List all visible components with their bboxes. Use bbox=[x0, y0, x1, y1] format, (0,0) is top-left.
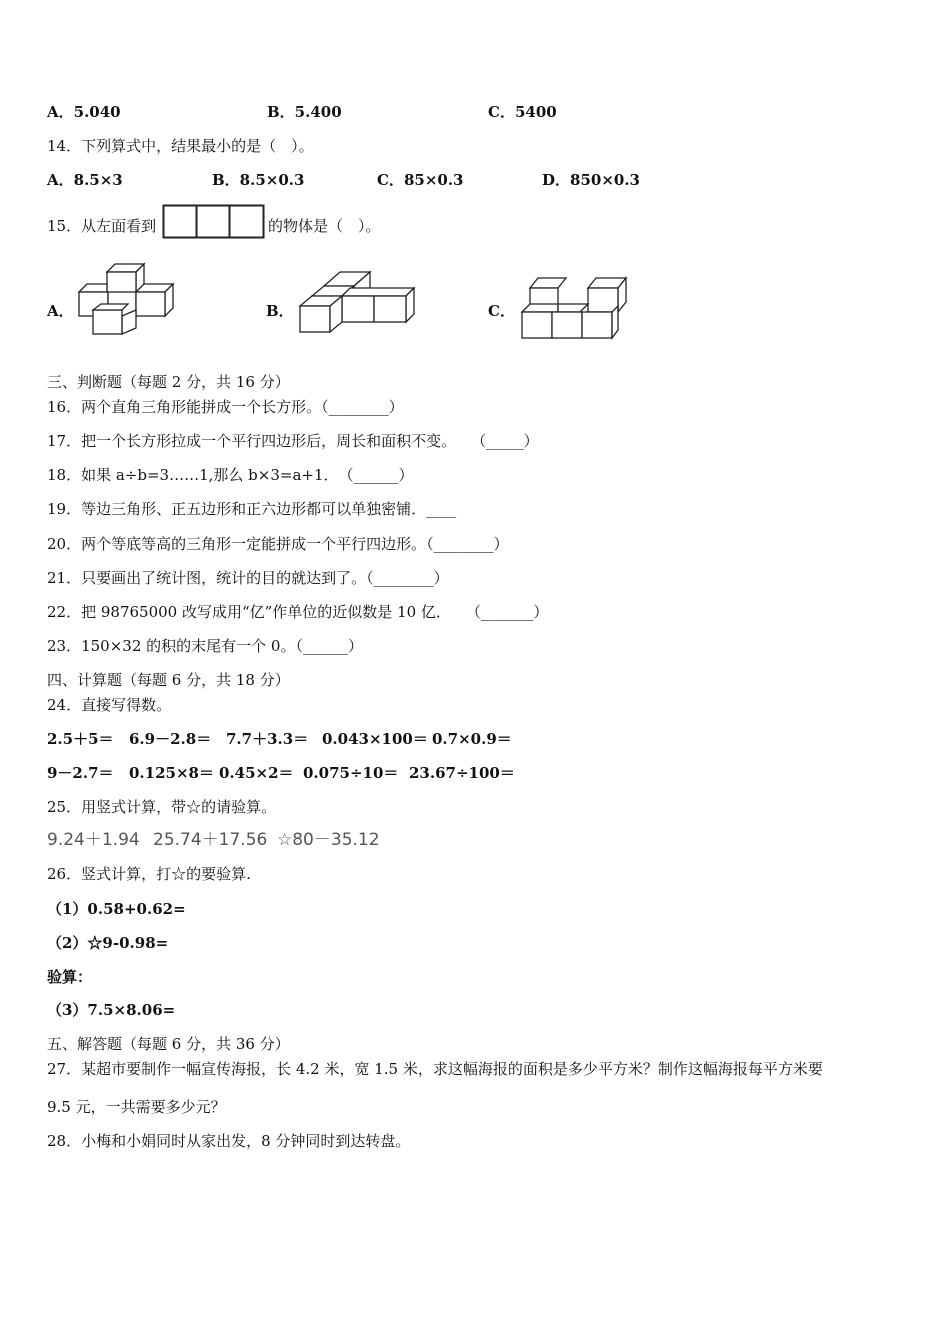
q26-check-label: 验算： bbox=[47, 968, 93, 986]
q23: 23．150×32 的积的末尾有一个 0。（______） bbox=[47, 637, 363, 655]
q26-stem: 26．竖式计算，打☆的要验算. bbox=[47, 865, 251, 883]
q24-calc: 0.043×100＝ bbox=[322, 730, 428, 748]
q25-stem: 25．用竖式计算，带☆的请验算。 bbox=[47, 798, 277, 816]
q25-expr: 25.74＋17.56 bbox=[153, 830, 268, 850]
q24-calc: 23.67÷100＝ bbox=[409, 764, 515, 782]
q27-line2: 9.5 元，一共需要多少元？ bbox=[47, 1098, 226, 1116]
q15-option-a-label: A． bbox=[47, 302, 74, 320]
q13-option-a: A．5.040 bbox=[47, 103, 121, 121]
q14-option-a: A．8.5×3 bbox=[47, 171, 123, 189]
q24-calc: 9－2.7＝ bbox=[47, 764, 114, 782]
q22: 22．把 98765000 改写成用“亿”作单位的近似数是 10 亿． （_______） bbox=[47, 603, 549, 621]
q15-option-a-cubes bbox=[78, 262, 174, 336]
q24-calc: 2.5＋5＝ bbox=[47, 730, 114, 748]
q24-calc: 0.45×2＝ bbox=[219, 764, 294, 782]
q24-stem: 24．直接写得数。 bbox=[47, 696, 172, 714]
section4-title: 四、计算题（每题 6 分，共 18 分） bbox=[47, 671, 290, 689]
q15-option-b-label: B． bbox=[266, 302, 294, 320]
q24-calc: 0.7×0.9＝ bbox=[432, 730, 512, 748]
q24-calc: 0.075÷10＝ bbox=[303, 764, 399, 782]
q13-option-c: C．5400 bbox=[488, 103, 557, 121]
q15-left-view-figure bbox=[162, 204, 266, 240]
q24-calc: 0.125×8＝ bbox=[129, 764, 214, 782]
q14-option-c: C．85×0.3 bbox=[377, 171, 464, 189]
section5-title: 五、解答题（每题 6 分，共 36 分） bbox=[47, 1035, 290, 1053]
q14-option-d: D．850×0.3 bbox=[542, 171, 640, 189]
q16: 16．两个直角三角形能拼成一个长方形。（________） bbox=[47, 398, 404, 416]
q25-expr: ☆80－35.12 bbox=[277, 830, 380, 850]
q24-calc: 6.9－2.8＝ bbox=[129, 730, 212, 748]
q17: 17．把一个长方形拉成一个平行四边形后，周长和面积不变。 （_____） bbox=[47, 432, 539, 450]
q15-option-c-label: C． bbox=[488, 302, 515, 320]
q19: 19．等边三角形、正五边形和正六边形都可以单独密铺．____ bbox=[47, 500, 457, 518]
q27-line1: 27．某超市要制作一幅宣传海报，长 4.2 米，宽 1.5 米，求这幅海报的面积是多少平方米？制作这幅海报每平方米要 bbox=[47, 1060, 823, 1078]
q15-stem-before: 15．从左面看到 bbox=[47, 217, 157, 235]
q26-item-3: （3）7.5×8.06= bbox=[47, 1001, 176, 1019]
q18: 18．如果 a÷b=3……1,那么 b×3=a+1． （______） bbox=[47, 466, 414, 484]
q15-stem-after: 的物体是（ ）。 bbox=[268, 217, 381, 235]
q21: 21．只要画出了统计图，统计的目的就达到了。（________） bbox=[47, 569, 449, 587]
q15-option-b-cubes bbox=[298, 268, 416, 334]
q15-option-c-cubes bbox=[520, 274, 630, 340]
q20: 20．两个等底等高的三角形一定能拼成一个平行四边形。（________） bbox=[47, 535, 509, 553]
q24-calc: 7.7＋3.3＝ bbox=[226, 730, 309, 748]
q28: 28．小梅和小娟同时从家出发，8 分钟同时到达转盘。 bbox=[47, 1132, 411, 1150]
q14-stem: 14．下列算式中，结果最小的是（ ）。 bbox=[47, 137, 314, 155]
q13-option-b: B．5.400 bbox=[267, 103, 342, 121]
q14-option-b: B．8.5×0.3 bbox=[212, 171, 305, 189]
q25-expr: 9.24＋1.94 bbox=[47, 830, 140, 850]
q26-item-2: （2）☆9-0.98= bbox=[47, 934, 169, 952]
q26-item-1: （1）0.58+0.62= bbox=[47, 900, 186, 918]
section3-title: 三、判断题（每题 2 分，共 16 分） bbox=[47, 373, 290, 391]
